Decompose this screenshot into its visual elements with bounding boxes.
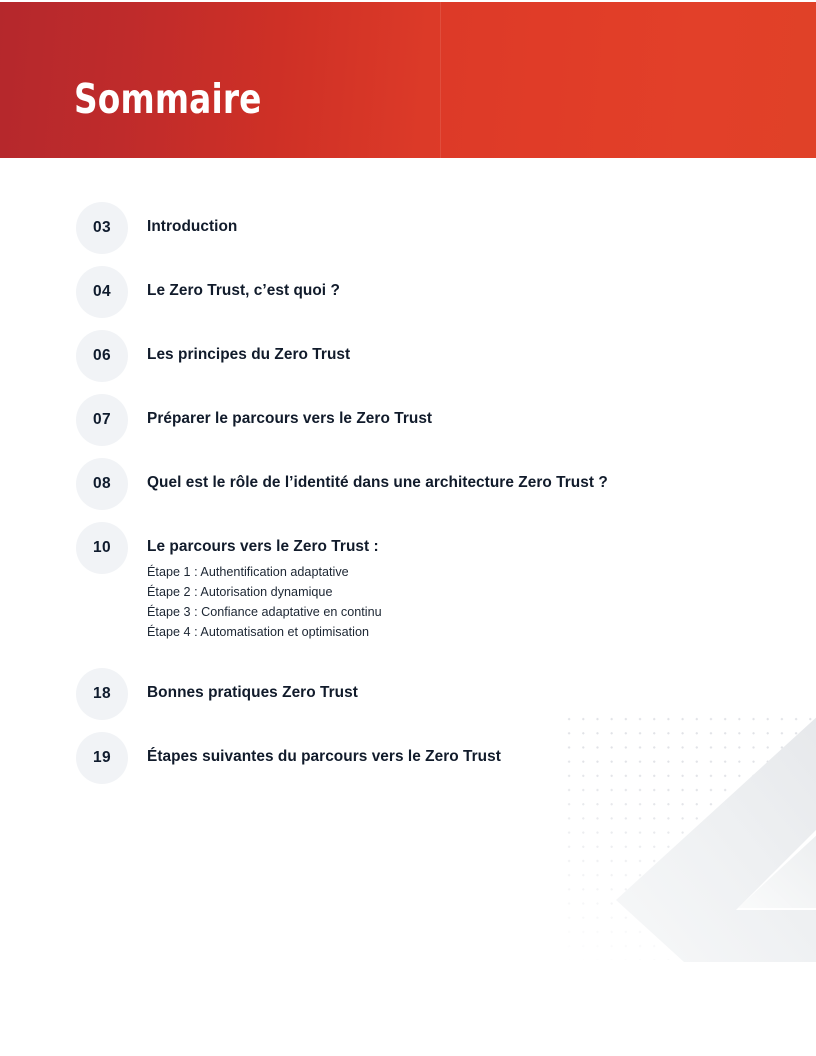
toc-subitem[interactable]: Étape 1 : Authentification adaptative	[147, 565, 349, 579]
toc-page-number-badge	[76, 394, 128, 446]
toc-entry-title[interactable]: Bonnes pratiques Zero Trust	[147, 684, 358, 701]
toc-entry-body	[147, 458, 816, 493]
toc-entry[interactable]	[0, 668, 816, 732]
toc-entry-title[interactable]: Étapes suivantes du parcours vers le Zero Trust	[147, 748, 501, 765]
toc-entry-body	[147, 668, 816, 703]
toc-entry[interactable]	[0, 330, 816, 394]
toc-entry-body	[147, 732, 816, 767]
toc-entry-body	[147, 266, 816, 301]
page-title: Sommaire	[74, 75, 262, 123]
toc-subitem[interactable]: Étape 2 : Autorisation dynamique	[147, 585, 333, 600]
toc-page-number: 08	[93, 475, 111, 493]
toc-page-number: 19	[93, 749, 111, 767]
toc-entry[interactable]	[0, 458, 816, 522]
toc-entry[interactable]	[0, 394, 816, 458]
toc-page-number-badge	[76, 458, 128, 510]
toc-entry-title[interactable]: Le Zero Trust, c’est quoi ?	[147, 282, 340, 299]
toc-entry-body	[147, 330, 816, 365]
toc-page-number: 03	[93, 219, 111, 237]
table-of-contents	[0, 202, 816, 796]
header-seam-divider	[440, 2, 441, 158]
toc-entry-body	[147, 394, 816, 429]
toc-page-number-badge	[76, 668, 128, 720]
toc-subitem-list	[147, 562, 816, 642]
toc-page-number: 04	[93, 283, 111, 301]
toc-page-number-badge	[76, 330, 128, 382]
toc-entry-title[interactable]: Les principes du Zero Trust	[147, 346, 351, 363]
toc-page-number: 10	[93, 539, 111, 557]
toc-page-number-badge	[76, 732, 128, 784]
toc-entry-title[interactable]: Le parcours vers le Zero Trust :	[147, 538, 379, 555]
toc-subitem[interactable]: Étape 3 : Confiance adaptative en continu	[147, 605, 382, 620]
toc-entry[interactable]	[0, 202, 816, 266]
toc-entry[interactable]	[0, 266, 816, 330]
toc-subitem[interactable]: Étape 4 : Automatisation et optimisation	[147, 625, 370, 640]
toc-entry-body	[147, 522, 816, 642]
toc-entry[interactable]	[0, 732, 816, 796]
toc-entry-title[interactable]: Quel est le rôle de l’identité dans une architecture Zero Trust ?	[147, 474, 608, 491]
toc-page-number: 06	[93, 347, 111, 365]
toc-entry[interactable]	[0, 522, 816, 668]
toc-entry-title[interactable]: Introduction	[147, 218, 238, 235]
toc-page-number: 18	[93, 685, 111, 703]
toc-page-number-badge	[76, 266, 128, 318]
toc-page-number-badge	[76, 202, 128, 254]
toc-page-number-badge	[76, 522, 128, 574]
toc-entry-title[interactable]: Préparer le parcours vers le Zero Trust	[147, 410, 433, 427]
toc-page-number: 07	[93, 411, 111, 429]
toc-entry-body	[147, 202, 816, 237]
page-header-banner	[0, 2, 816, 158]
